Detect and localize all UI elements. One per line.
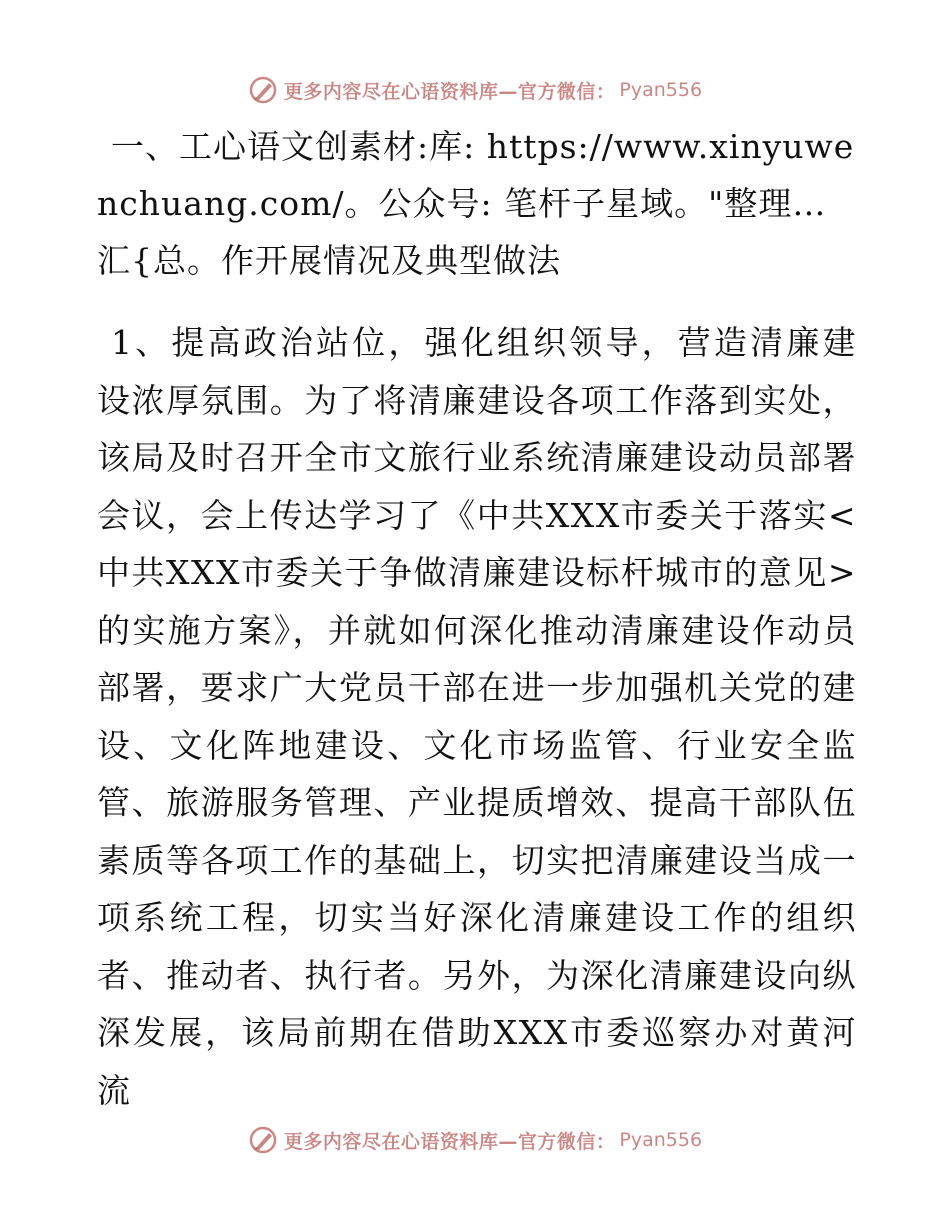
watermark-wechat-id: Pyan556 — [619, 79, 703, 101]
watermark-wechat-id: Pyan556 — [619, 1129, 703, 1151]
pen-logo-icon — [248, 1125, 278, 1155]
watermark-footer — [0, 1120, 950, 1160]
pen-logo-icon — [248, 75, 278, 105]
watermark-text: 更多内容尽在心语资料库—官方微信： — [283, 80, 616, 103]
paragraph: 1、提高政治站位，强化组织领导，营造清廉建设浓厚氛围。为了将清廉建设各项工作落到实处，该局及时召开全市文旅行业系统清廉建设动员部署会议，会上传达学习了《中共XXX市委关于落实<中共XXX市委关于争做清廉建设标杆城市的意见>的实施方案》，并就如何深化推动清廉建设作动员部署，要求广大党员干部在进一步加强机关党的建设、文化阵地建设、文化市场监管、行业安全监管、旅游服务管理、产业提质增效、提高干部队伍素质等各项工作的基础上，切实把清廉建设当成一项系统工程，切实当好深化清廉建设工作的组织者、推动者、执行者。另外，为深化清廉建设向纵深发展，该局前期在借助XXX市委巡察办对黄河流 — [97, 323, 857, 1110]
watermark-text: 更多内容尽在心语资料库—官方微信： — [283, 1130, 616, 1153]
section-heading: 一、工心语文创素材:库: https://www.xinyuwenchuang.com/。公众号: 笔杆子星域。"整理…汇{总。作开展情况及典型做法 — [97, 127, 855, 280]
watermark-header — [0, 70, 950, 110]
document-body — [97, 118, 857, 1119]
